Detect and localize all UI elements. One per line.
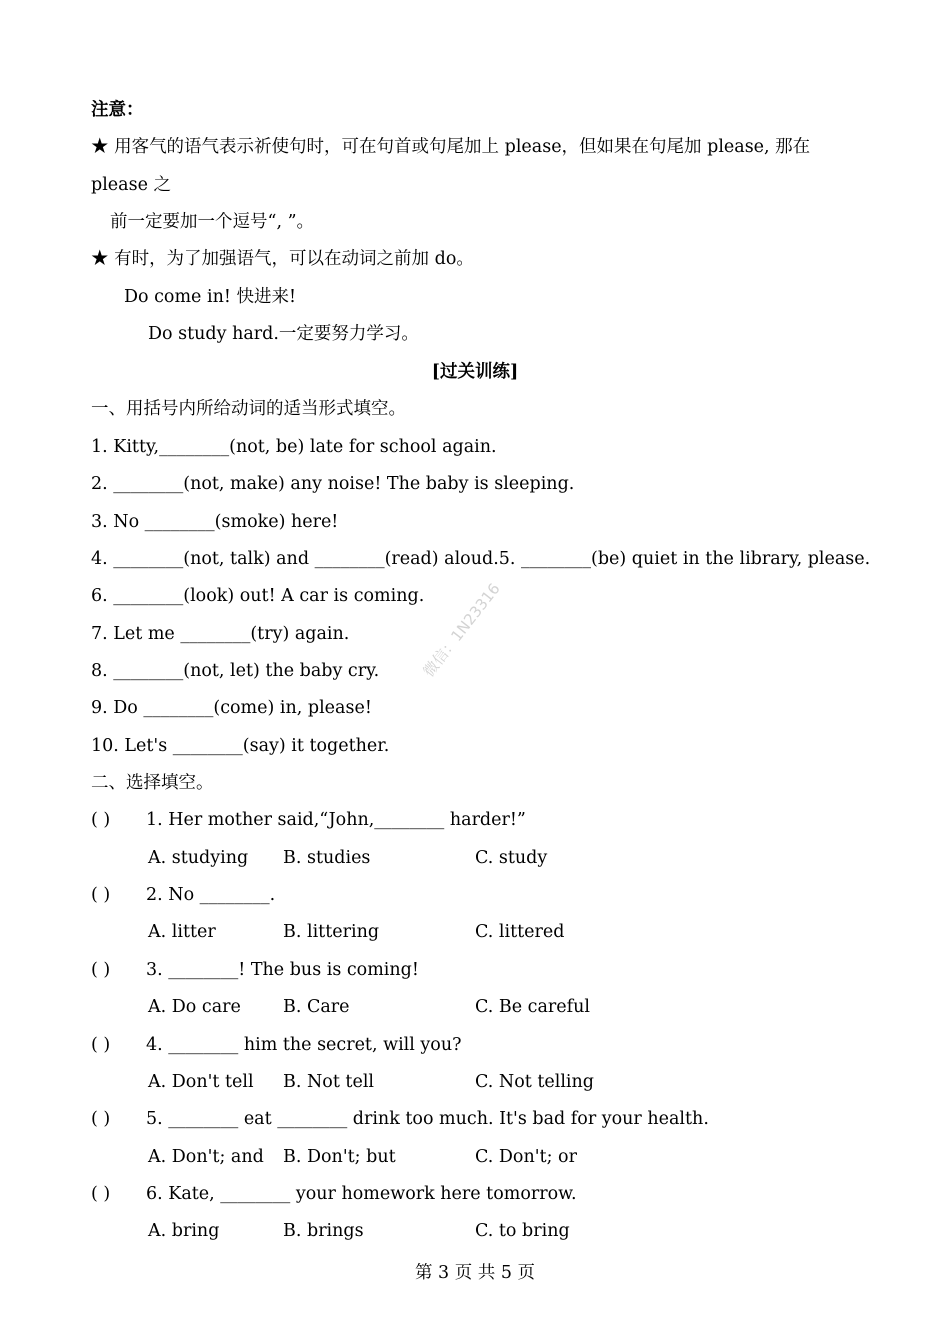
question-stem: 3. ________! The bus is coming! [146,960,419,980]
part1-heading: 一、用括号内所给动词的适当形式填空。 [91,399,406,419]
option-b: B. Care [283,997,350,1017]
answer-paren: ( ) [91,1109,111,1129]
option-a: A. bring [148,1221,220,1241]
watermark: 微信：1N23316 [419,579,504,681]
option-b: B. Don't; but [283,1147,396,1167]
answer-paren: ( ) [91,1035,111,1055]
fill-item: 7. Let me ________(try) again. [91,624,350,644]
option-c: C. to bring [475,1221,570,1241]
option-a: A. litter [148,922,216,942]
option-b: B. Not tell [283,1072,375,1092]
fill-item: 10. Let's ________(say) it together. [91,736,390,756]
tip1-line1: ★ 用客气的语气表示祈使句时，可在句首或句尾加上 please，但如果在句尾加 please, 那在 [91,137,811,157]
question-stem: 4. ________ him the secret, will you? [146,1035,462,1055]
fill-item: 4. ________(not, talk) and ________(read) aloud.5. ________(be) quiet in the library, please. [91,549,871,569]
option-c: C. Be careful [475,997,590,1017]
answer-paren: ( ) [91,1184,111,1204]
option-a: A. Don't; and [148,1147,264,1167]
question-stem: 1. Her mother said,“John,________ harder!” [146,810,526,830]
example1: Do come in! 快进来! [124,287,296,307]
part2-heading: 二、选择填空。 [91,773,214,793]
tip2: ★ 有时，为了加强语气，可以在动词之前加 do。 [91,249,474,269]
example2: Do study hard.一定要努力学习。 [148,324,419,344]
fill-item: 8. ________(not, let) the baby cry. [91,661,380,681]
tip1-line3: 前一定要加一个逗号“, ”。 [110,212,315,232]
option-b: B. littering [283,922,380,942]
question-stem: 5. ________ eat ________ drink too much. It's bad for your health. [146,1109,709,1129]
fill-item: 1. Kitty,________(not, be) late for school again. [91,437,497,457]
fill-item: 9. Do ________(come) in, please! [91,698,372,718]
answer-paren: ( ) [91,810,111,830]
answer-paren: ( ) [91,885,111,905]
option-b: B. brings [283,1221,364,1241]
question-stem: 2. No ________. [146,885,276,905]
training-title: [过关训练] [431,362,519,382]
question-stem: 6. Kate, ________ your homework here tomorrow. [146,1184,577,1204]
option-a: A. studying [148,848,249,868]
fill-item: 2. ________(not, make) any noise! The baby is sleeping. [91,474,575,494]
option-c: C. Don't; or [475,1147,577,1167]
option-c: C. littered [475,922,565,942]
page-footer: 第 3 页 共 5 页 [414,1263,536,1283]
fill-item: 6. ________(look) out! A car is coming. [91,586,425,606]
option-b: B. studies [283,848,371,868]
option-a: A. Don't tell [148,1072,254,1092]
option-c: C. study [475,848,548,868]
tip1-line2: please 之 [91,175,171,195]
notes-heading: 注意： [91,100,144,120]
option-a: A. Do care [148,997,241,1017]
answer-paren: ( ) [91,960,111,980]
fill-item: 3. No ________(smoke) here! [91,512,339,532]
option-c: C. Not telling [475,1072,594,1092]
